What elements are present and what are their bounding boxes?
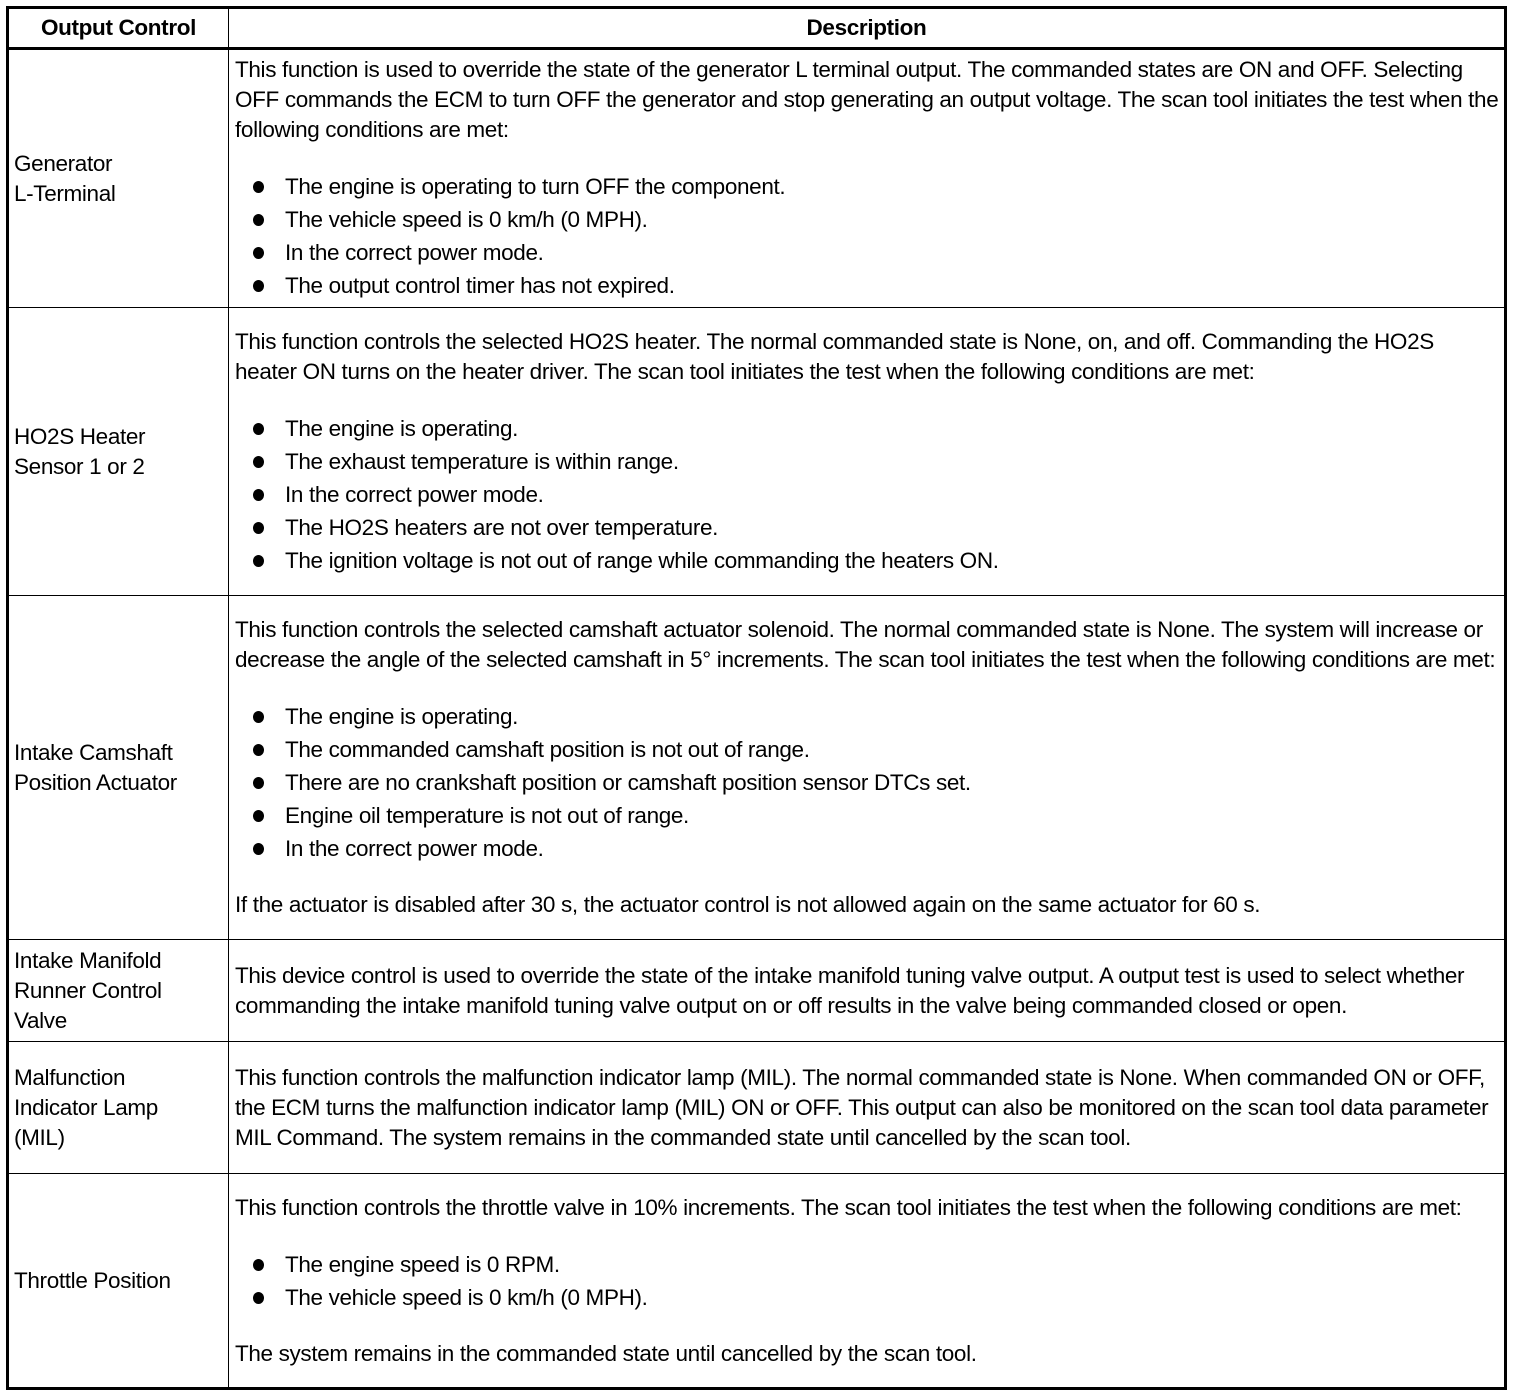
bullet-icon [253,456,264,468]
bullet-icon [253,1292,264,1304]
bullet-icon [253,214,264,226]
table-row-5 [8,1042,1506,1174]
spacer [235,1314,1500,1339]
table-row-6 [8,1174,1506,1389]
control-name-line: HO2S Heater [14,423,146,449]
bullet-icon [253,744,264,756]
control-name-line: L-Terminal [14,180,116,206]
condition-item [253,203,1500,236]
control-name-line: Malfunction [14,1064,126,1090]
condition-item [253,832,1500,865]
bullet-icon [253,711,264,723]
description-intro: This function controls the throttle valve in 10% increments. The scan tool initiates the test when the following conditions are met: [235,1194,1462,1220]
output-control-table [6,6,1507,1390]
description-cell [229,308,1506,596]
header-output-control: Output Control [8,8,229,49]
condition-item [253,170,1500,203]
control-name-line: Intake Camshaft [14,739,173,765]
condition-text: The exhaust temperature is within range. [285,448,679,474]
condition-item [253,511,1500,544]
description-intro: This function controls the malfunction indicator lamp (MIL). The normal commanded state is None. When commanded ON or OFF, the ECM turns the malfunction indicator lamp (MIL) ON or OFF. This output can also be monitored on the scan tool data parameter MIL Command. The system remains in the commanded state until cancelled by the scan tool. [235,1064,1489,1150]
conditions-list [235,412,1500,577]
bullet-icon [253,489,264,501]
control-name-line: Generator [14,150,113,176]
condition-item [253,733,1500,766]
condition-text: The commanded camshaft position is not out of range. [285,737,810,762]
description-cell [229,1042,1506,1174]
condition-text: In the correct power mode. [285,836,544,861]
condition-item [253,478,1500,511]
bullet-icon [253,247,264,259]
spacer [235,1223,1500,1248]
description-note: The system remains in the commanded state until cancelled by the scan tool. [235,1340,977,1366]
condition-text: The ignition voltage is not out of range while commanding the heaters ON. [285,547,999,573]
description-cell [229,940,1506,1042]
condition-text: There are no crankshaft position or camshaft position sensor DTCs set. [285,770,971,795]
spacer [235,387,1500,412]
spacer [235,145,1500,170]
table-row-1 [8,49,1506,308]
output-control-name [8,1042,229,1174]
condition-text: The output control timer has not expired. [285,273,675,298]
description-intro: This function controls the selected HO2S heater. The normal commanded state is None, on, and off. Commanding the HO2S heater ON turns on the heater driver. The scan tool initiates the test when the following conditions are met: [235,328,1434,384]
header-description: Description [229,8,1506,49]
control-name-line: Runner Control [14,977,162,1003]
condition-text: The engine is operating. [285,704,519,729]
description-cell [229,49,1506,308]
output-control-name [8,49,229,308]
description-note: If the actuator is disabled after 30 s, the actuator control is not allowed again on the same actuator for 60 s. [235,892,1261,917]
condition-item [253,1248,1500,1281]
bullet-icon [253,843,264,855]
output-control-name [8,940,229,1042]
control-name-line: (MIL) [14,1124,65,1150]
bullet-icon [253,181,264,193]
condition-item [253,1281,1500,1314]
condition-text: The engine speed is 0 RPM. [285,1251,560,1277]
conditions-list [235,700,1500,865]
description-intro: This device control is used to override the state of the intake manifold tuning valve output. A output test is used to select whether commanding the intake manifold tuning valve output on or off results in the valve being commanded closed or open. [235,962,1465,1018]
table-header-row [8,8,1506,49]
condition-text: The engine is operating to turn OFF the component. [285,174,786,199]
condition-item [253,236,1500,269]
control-name-line: Position Actuator [14,769,177,795]
condition-text: The HO2S heaters are not over temperature. [285,514,719,540]
condition-text: In the correct power mode. [285,481,544,507]
output-control-name [8,308,229,596]
control-name-line: Throttle Position [14,1267,171,1293]
condition-item [253,445,1500,478]
condition-text: The vehicle speed is 0 km/h (0 MPH). [285,207,648,232]
condition-item [253,766,1500,799]
description-cell [229,596,1506,940]
condition-item [253,700,1500,733]
bullet-icon [253,1259,264,1271]
table-row-2 [8,308,1506,596]
conditions-list [235,1248,1500,1314]
conditions-list [235,170,1500,302]
bullet-icon [253,810,264,822]
condition-text: The engine is operating. [285,415,519,441]
control-name-line: Valve [14,1007,67,1033]
table-row-3 [8,596,1506,940]
control-name-line: Intake Manifold [14,947,162,973]
description-intro: This function is used to override the state of the generator L terminal output. The commanded states are ON and OFF. Selecting OFF commands the ECM to turn OFF the generator and stop generating an output voltage. The scan tool initiates the test when the following conditions are met: [235,57,1499,142]
condition-item [253,269,1500,302]
description-cell [229,1174,1506,1389]
condition-item [253,544,1500,577]
output-control-name [8,596,229,940]
condition-text: In the correct power mode. [285,240,544,265]
bullet-icon [253,555,264,567]
description-intro: This function controls the selected camshaft actuator solenoid. The normal commanded state is None. The system will increase or decrease the angle of the selected camshaft in 5° increments. The scan tool initiates the test when the following conditions are met: [235,617,1496,672]
table-row-4 [8,940,1506,1042]
condition-text: The vehicle speed is 0 km/h (0 MPH). [285,1284,648,1310]
condition-text: Engine oil temperature is not out of range. [285,803,689,828]
condition-item [253,412,1500,445]
bullet-icon [253,423,264,435]
bullet-icon [253,280,264,292]
control-name-line: Indicator Lamp [14,1094,158,1120]
spacer [235,675,1500,700]
control-name-line: Sensor 1 or 2 [14,453,145,479]
bullet-icon [253,522,264,534]
condition-item [253,799,1500,832]
output-control-name [8,1174,229,1389]
bullet-icon [253,777,264,789]
spacer [235,865,1500,890]
